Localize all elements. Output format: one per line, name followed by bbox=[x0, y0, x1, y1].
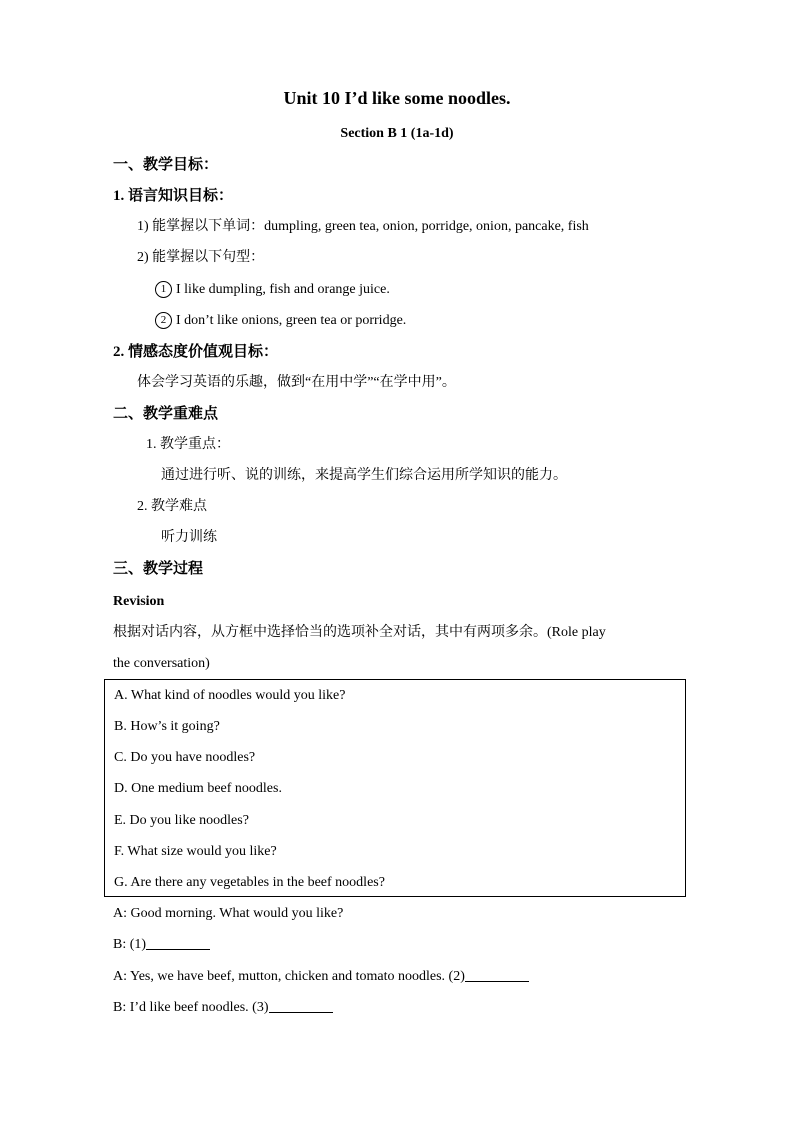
subheading-language-goals: 1. 语言知识目标： bbox=[113, 188, 234, 204]
option-d: D. One medium beef noodles. bbox=[114, 781, 282, 796]
instruction-line-1: 根据对话内容，从方框中选择恰当的选项补全对话，其中有两项多余。(Role play bbox=[113, 625, 606, 640]
circled-number: 2 bbox=[155, 312, 172, 329]
sentence-1-text: I like dumpling, fish and orange juice. bbox=[176, 282, 390, 297]
answer-blank[interactable] bbox=[146, 935, 210, 950]
dialog-line-3 bbox=[113, 967, 529, 987]
option-e: E. Do you like noodles? bbox=[114, 813, 249, 828]
dialog-line-2-text: B: (1) bbox=[113, 937, 147, 952]
difficulty-label: 2. 教学难点 bbox=[137, 499, 207, 514]
vocab-item: 1) 能掌握以下单词：dumpling, green tea, onion, porridge, onion, pancake, fish bbox=[137, 219, 589, 234]
sentence-2 bbox=[155, 311, 406, 331]
dialog-line-3-text: A: Yes, we have beef, mutton, chicken and tomato noodles. (2) bbox=[113, 969, 465, 984]
heading-key-points: 二、教学重难点 bbox=[113, 406, 219, 422]
answer-blank[interactable] bbox=[465, 967, 529, 982]
instruction-line-2: the conversation) bbox=[113, 656, 210, 671]
option-b: B. How’s it going? bbox=[114, 719, 220, 734]
sentence-2-text: I don’t like onions, green tea or porridge. bbox=[176, 313, 407, 328]
heading-teaching-goals: 一、教学目标： bbox=[113, 157, 219, 173]
option-c: C. Do you have noodles? bbox=[114, 750, 256, 765]
dialog-line-1: A: Good morning. What would you like? bbox=[113, 906, 344, 921]
revision-label: Revision bbox=[113, 594, 165, 609]
section-subtitle: Section B 1 (1a-1d) bbox=[340, 126, 454, 141]
dialog-line-2 bbox=[113, 935, 210, 955]
circled-number: 1 bbox=[155, 281, 172, 298]
option-g: G. Are there any vegetables in the beef noodles? bbox=[114, 875, 385, 890]
option-f: F. What size would you like? bbox=[114, 844, 277, 859]
subheading-attitude-goals: 2. 情感态度价值观目标： bbox=[113, 344, 279, 360]
attitude-text: 体会学习英语的乐趣，做到“在用中学”“在学中用”。 bbox=[137, 375, 456, 390]
document-title: Unit 10 I’d like some noodles. bbox=[283, 88, 511, 108]
difficulty-text: 听力训练 bbox=[161, 530, 217, 545]
sentence-pattern-item: 2) 能掌握以下句型： bbox=[137, 250, 265, 265]
option-a: A. What kind of noodles would you like? bbox=[114, 688, 346, 703]
heading-teaching-process: 三、教学过程 bbox=[113, 561, 204, 577]
dialog-line-4-text: B: I’d like beef noodles. (3) bbox=[113, 1000, 269, 1015]
key-point-text: 通过进行听、说的训练，来提高学生们综合运用所学知识的能力。 bbox=[161, 468, 567, 483]
answer-blank[interactable] bbox=[269, 998, 333, 1013]
dialog-line-4 bbox=[113, 998, 333, 1018]
key-point-label: 1. 教学重点： bbox=[146, 437, 230, 452]
sentence-1 bbox=[155, 280, 390, 300]
options-box bbox=[104, 679, 686, 897]
